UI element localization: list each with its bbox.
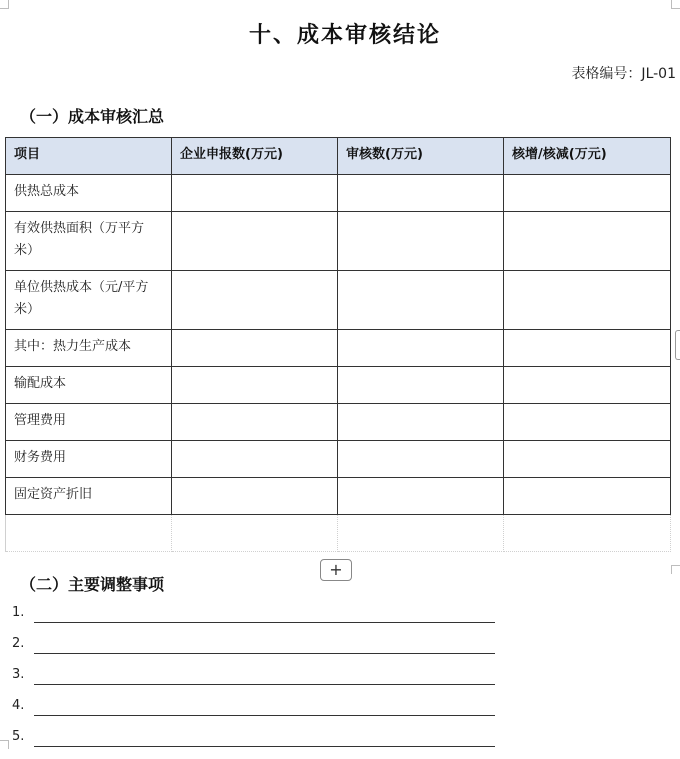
table-cell[interactable] [504,175,671,212]
table-cell[interactable] [6,515,172,552]
table-cell[interactable] [338,330,504,367]
table-resize-handle[interactable] [675,330,680,360]
table-cell[interactable] [338,441,504,478]
adjustment-item [12,636,502,656]
table-cell[interactable] [172,212,338,271]
row-label[interactable]: 有效供热面积（万平方米） [6,212,172,271]
table-row [6,441,671,478]
cost-summary-table [5,137,671,552]
adjustment-item [12,698,502,718]
blank-line[interactable] [34,746,495,747]
item-number: 2. [12,636,25,651]
table-cell[interactable] [172,404,338,441]
table-cell[interactable] [338,404,504,441]
table-cell[interactable] [504,441,671,478]
table-cell[interactable] [338,478,504,515]
table-cell[interactable] [504,367,671,404]
section-heading-adjustments: （二）主要调整事项 [20,575,165,594]
table-cell[interactable] [338,367,504,404]
item-number: 3. [12,667,25,682]
blank-line[interactable] [34,653,495,654]
table-cell[interactable] [172,367,338,404]
adjustment-item [12,667,502,687]
table-row [6,330,671,367]
blank-line[interactable] [34,684,495,685]
table-cell[interactable] [172,330,338,367]
page-corner-mark [0,740,9,749]
section-heading-summary: （一）成本审核汇总 [20,107,165,126]
row-label[interactable]: 单位供热成本（元/平方米） [6,271,172,330]
column-header[interactable]: 项目 [6,138,172,175]
empty-table-row [6,515,671,552]
table-row [6,271,671,330]
table-row [6,175,671,212]
table-cell[interactable] [504,212,671,271]
table-cell[interactable] [504,271,671,330]
blank-line[interactable] [34,622,495,623]
table-cell[interactable] [172,441,338,478]
table-row [6,212,671,271]
page-corner-mark [671,0,680,9]
table-row [6,404,671,441]
row-label[interactable]: 固定资产折旧 [6,478,172,515]
table-row [6,478,671,515]
form-number: 表格编号：JL-01 [571,66,676,82]
table-cell[interactable] [338,212,504,271]
row-label[interactable]: 财务费用 [6,441,172,478]
table-cell[interactable] [172,175,338,212]
adjustment-item [12,729,502,749]
table-cell[interactable] [172,515,338,552]
page-corner-mark [671,565,680,574]
table-cell[interactable] [338,175,504,212]
table-header-row [6,138,671,175]
column-header[interactable]: 企业申报数(万元) [172,138,338,175]
column-header[interactable]: 审核数(万元) [338,138,504,175]
table-cell[interactable] [504,404,671,441]
add-row-button[interactable]: + [320,559,352,581]
row-label[interactable]: 管理费用 [6,404,172,441]
table-cell[interactable] [504,478,671,515]
column-header[interactable]: 核增/核减(万元) [504,138,671,175]
row-label[interactable]: 输配成本 [6,367,172,404]
adjustment-item [12,605,502,625]
item-number: 4. [12,698,25,713]
page-corner-mark [0,0,9,9]
page-title: 十、成本审核结论 [248,23,441,48]
item-number: 5. [12,729,25,744]
table-row [6,367,671,404]
blank-line[interactable] [34,715,495,716]
table-cell[interactable] [172,478,338,515]
table-cell[interactable] [504,515,671,552]
row-label[interactable]: 供热总成本 [6,175,172,212]
table-cell[interactable] [338,271,504,330]
table-cell[interactable] [338,515,504,552]
table-cell[interactable] [172,271,338,330]
table-cell[interactable] [504,330,671,367]
item-number: 1. [12,605,25,620]
row-label[interactable]: 其中：热力生产成本 [6,330,172,367]
